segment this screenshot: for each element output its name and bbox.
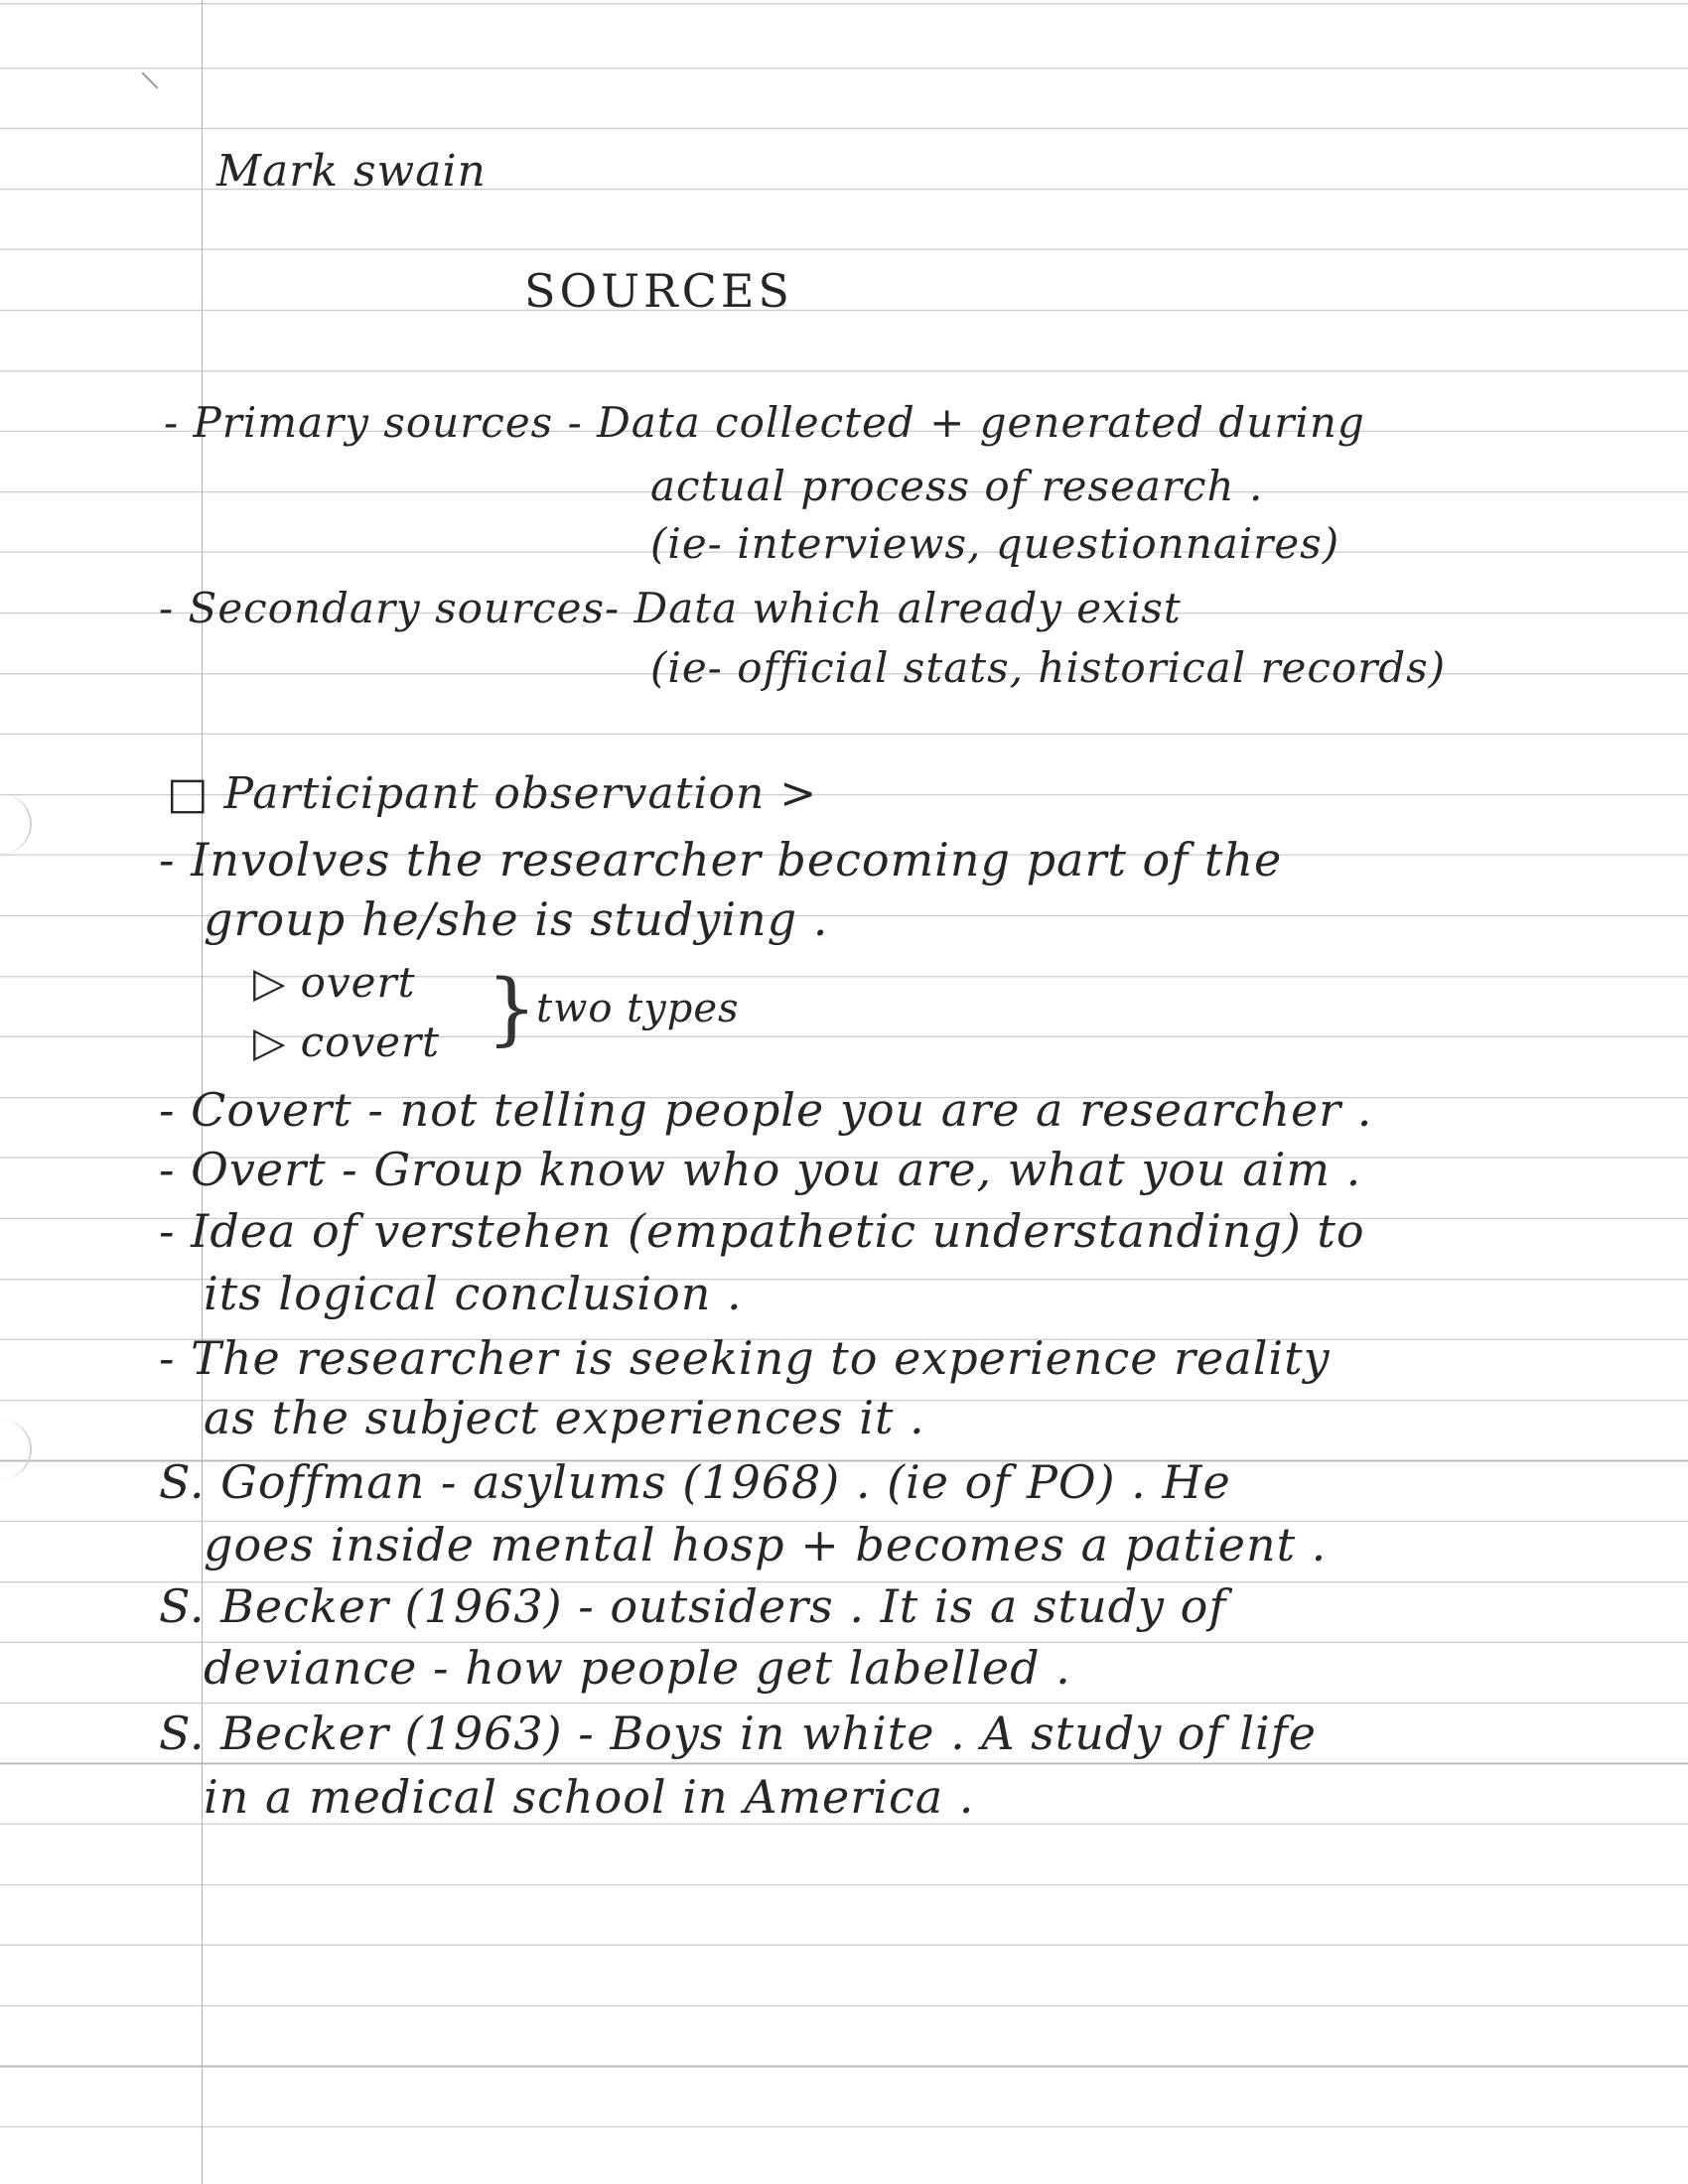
note-line: ▷ overt (253, 958, 416, 1007)
section-heading: □ Participant observation > (167, 768, 818, 819)
page-title: SOURCES (524, 264, 793, 318)
note-line: S. Becker (1963) - outsiders . It is a study of (159, 1579, 1227, 1633)
note-line: - Overt - Group know who you are, what you aim . (159, 1143, 1362, 1196)
note-line: two types (536, 986, 740, 1031)
note-line: - Primary sources - Data collected + generated during (164, 398, 1365, 447)
note-line: goes inside mental hosp + becomes a patient . (204, 1518, 1328, 1571)
note-line: deviance - how people get labelled . (204, 1641, 1071, 1695)
punch-hole (0, 794, 32, 854)
note-line: (ie- interviews, questionnaires) (650, 519, 1340, 568)
note-line: in a medical school in America . (204, 1770, 975, 1824)
note-line: - The researcher is seeking to experience reality (159, 1331, 1331, 1385)
note-line: actual process of research . (650, 462, 1264, 510)
note-line: - Covert - not telling people you are a researcher . (159, 1083, 1373, 1137)
note-line: ▷ covert (253, 1018, 440, 1066)
note-line: S. Goffman - asylums (1968) . (ie of PO) . He (159, 1455, 1231, 1509)
punch-hole (0, 1420, 32, 1479)
note-line: - Involves the researcher becoming part of the (159, 833, 1283, 887)
note-line: its logical conclusion . (204, 1267, 743, 1320)
note-line: (ie- official stats, historical records) (650, 643, 1447, 692)
note-line: S. Becker (1963) - Boys in white . A study of life (159, 1706, 1317, 1760)
stray-mark (142, 72, 159, 89)
author-name: Mark swain (216, 146, 487, 197)
note-line: group he/she is studying . (204, 892, 829, 946)
note-line: as the subject experiences it . (204, 1391, 925, 1444)
note-line: - Idea of verstehen (empathetic understanding) to (159, 1204, 1365, 1258)
note-line: - Secondary sources- Data which already exist (159, 584, 1182, 632)
brace: } (487, 962, 538, 1054)
